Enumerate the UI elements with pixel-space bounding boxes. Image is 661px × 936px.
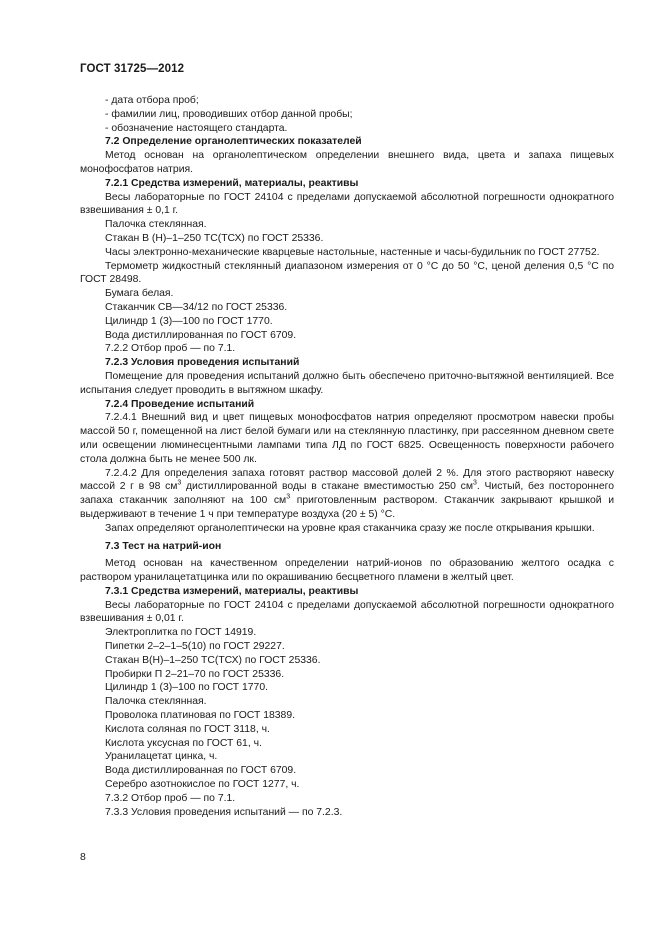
paragraph: Серебро азотнокислое по ГОСТ 1277, ч. [105, 779, 300, 791]
paragraph: 7.2.2 Отбор проб — по 7.1. [105, 343, 236, 355]
paragraph: Пипетки 2–2–1–5(10) по ГОСТ 29227. [105, 641, 285, 653]
paragraph-text: приготовленным раствором. Стаканчик закрывают крышкой и выдерживают в течение 1 ч при температуре воздуха (20 ± 5) °С. [80, 495, 615, 520]
paragraph: Палочка стеклянная. [105, 696, 207, 708]
document-body [80, 94, 614, 819]
section-heading-7-3-1: 7.3.1 Средства измерений, материалы, реактивы [105, 585, 359, 597]
section-heading-7-2-4: 7.2.4 Проведение испытаний [105, 398, 255, 410]
document-header: ГОСТ 31725—2012 [80, 63, 185, 75]
paragraph: Цилиндр 1 (3)–100 по ГОСТ 1770. [105, 682, 269, 694]
list-item: - обозначение настоящего стандарта. [105, 122, 288, 134]
paragraph: Вода дистиллированная по ГОСТ 6709. [105, 765, 297, 777]
paragraph: Пробирки П 2–21–70 по ГОСТ 25336. [105, 668, 285, 680]
paragraph: Запах определяют органолептически на уровне края стаканчика сразу же после открывания крышки. [105, 522, 595, 534]
paragraph-text: 7.2.4.2 Для определения запаха готовят раствор массовой долей 2 %. Для этого растворяют навеску массой 2 г в 98 см [80, 467, 614, 493]
paragraph: Кислота соляная по ГОСТ 3118, ч. [105, 723, 270, 735]
section-heading-7-2: 7.2 Определение органолептических показателей [105, 136, 362, 148]
paragraph: Стакан В(Н)–1–250 ТС(ТСХ) по ГОСТ 25336. [105, 654, 321, 666]
list-item: - фамилии лиц, проводивших отбор данной пробы; [105, 108, 353, 120]
paragraph: 7.3.2 Отбор проб — по 7.1. [105, 792, 236, 804]
paragraph: Термометр жидкостный стеклянный диапазоном измерения от 0 °С до 50 °С, ценой деления 0,5 °С по ГОСТ 28498. [80, 260, 614, 286]
paragraph: 7.3.3 Условия проведения испытаний — по 7.2.3. [105, 806, 343, 818]
paragraph: Весы лабораторные по ГОСТ 24104 с пределами допускаемой абсолютной погрешности однократного взвешивания ± 0,01 г. [80, 599, 614, 625]
superscript: 3 [177, 479, 182, 487]
paragraph: Стаканчик СВ—34/12 по ГОСТ 25336. [105, 301, 288, 313]
paragraph: Бумага белая. [105, 288, 174, 300]
paragraph: Помещение для проведения испытаний должно быть обеспечено приточно-вытяжной вентиляцией. Все испытания следует проводить в вытяжном шкафу. [80, 370, 614, 396]
section-heading-7-3: 7.3 Тест на натрий-ион [105, 540, 222, 552]
paragraph: Метод основан на качественном определении натрий-ионов по образованию желтого осадка с раствором уранилацетатцинка или по окрашиванию бесцветного пламени в желтый цвет. [80, 558, 614, 584]
paragraph: Метод основан на органолептическом определении внешнего вида, цвета и запаха пищевых монофосфатов натрия. [80, 150, 614, 175]
paragraph: Стакан В (Н)–1–250 ТС(ТСХ) по ГОСТ 25336. [105, 232, 324, 244]
superscript: 3 [472, 479, 477, 487]
section-heading-7-2-1: 7.2.1 Средства измерений, материалы, реактивы [105, 177, 359, 189]
page-number: 8 [80, 852, 86, 863]
paragraph: 7.2.4.1 Внешний вид и цвет пищевых монофосфатов натрия определяют просмотром навески пробы массой 50 г, помещенной на лист белой бумаги или на стеклянную пластинку, при рассеянном дневном свете или освещении люминесцентными лампами типа ЛД по ГОСТ 6825. Освещенность поверхности рабочего стола должна быть не менее 500 лк. [80, 412, 614, 465]
section-heading-7-2-3: 7.2.3 Условия проведения испытаний [105, 357, 300, 369]
list-item: - дата отбора проб; [105, 95, 199, 106]
superscript: 3 [286, 493, 291, 501]
paragraph [80, 467, 614, 522]
paragraph: Вода дистиллированная по ГОСТ 6709. [105, 329, 297, 341]
paragraph: Уранилацетат цинка, ч. [105, 751, 218, 763]
paragraph-text: дистиллированной воды в стакане вместимостью 250 см [181, 481, 473, 493]
paragraph: Электроплитка по ГОСТ 14919. [105, 627, 257, 639]
paragraph: Весы лабораторные по ГОСТ 24104 с пределами допускаемой абсолютной погрешности однократного взвешивания ± 0,1 г. [80, 191, 614, 217]
paragraph: Кислота уксусная по ГОСТ 61, ч. [105, 737, 262, 749]
paragraph: Часы электронно-механические кварцевые настольные, настенные и часы-будильник по ГОСТ 27752. [105, 246, 600, 258]
paragraph: Цилиндр 1 (3)—100 по ГОСТ 1770. [105, 315, 273, 327]
paragraph: Палочка стеклянная. [105, 219, 207, 231]
paragraph-text: . Чистый, без постороннего запаха стаканчик заполняют на 100 см [80, 481, 614, 507]
paragraph: Проволока платиновая по ГОСТ 18389. [105, 710, 295, 722]
